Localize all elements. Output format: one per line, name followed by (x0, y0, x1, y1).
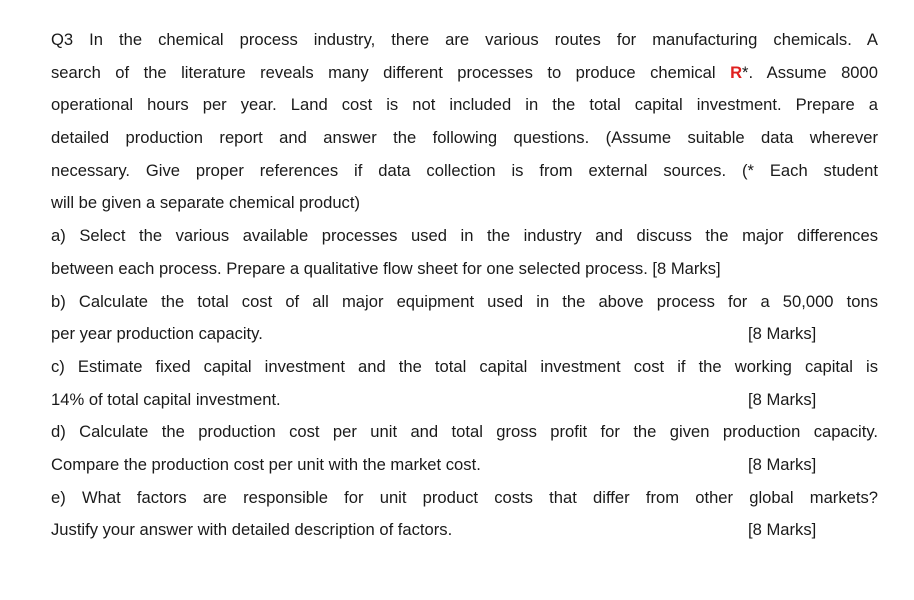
part-d (51, 416, 878, 481)
intro-line-5: necessary. Give proper references if data collection is from external sources. (* Each student (51, 160, 878, 180)
part-c-line-1: c) Estimate fixed capital investment and the total capital investment cost if the working capital is (51, 356, 878, 376)
part-e-line-2 (51, 514, 878, 547)
part-c (51, 351, 878, 416)
intro-line-2 (51, 57, 878, 90)
part-d-marks: [8 Marks] (748, 454, 817, 474)
part-b-line-2 (51, 318, 878, 351)
part-d-line-1: d) Calculate the production cost per unit and total gross profit for the given production capacity. (51, 422, 878, 442)
part-a (51, 220, 878, 285)
part-c-line-2-text: 14% of total capital investment. (51, 389, 281, 409)
intro-line-2-tail: *. Assume 8000 (742, 62, 878, 82)
intro-line-3: operational hours per year. Land cost is not included in the total capital investment. Prepare a (51, 95, 878, 115)
part-e-line-1: e) What factors are responsible for unit product costs that differ from other global markets? (51, 487, 878, 507)
part-a-line-2: between each process. Prepare a qualitative flow sheet for one selected process. [8 Marks] (51, 258, 721, 278)
part-d-line-2 (51, 449, 878, 482)
question-intro (51, 24, 878, 220)
part-e-line-2-text: Justify your answer with detailed description of factors. (51, 520, 453, 540)
part-d-line-2-text: Compare the production cost per unit with the market cost. (51, 454, 481, 474)
part-b (51, 286, 878, 351)
part-e (51, 482, 878, 547)
part-b-line-1: b) Calculate the total cost of all major equipment used in the above process for a 50,000 tons (51, 291, 878, 311)
intro-line-4: detailed production report and answer the following questions. (Assume suitable data wherever (51, 128, 878, 148)
part-b-line-2-text: per year production capacity. (51, 324, 263, 344)
part-c-line-2 (51, 384, 878, 417)
intro-line-6: will be given a separate chemical product) (51, 193, 360, 213)
intro-line-2-text: search of the literature reveals many different processes to produce chemical (51, 62, 731, 82)
part-a-line-1: a) Select the various available processes used in the industry and discuss the major differences (51, 226, 878, 246)
question-document (51, 24, 878, 547)
part-e-marks: [8 Marks] (748, 520, 817, 540)
intro-line-1: Q3 In the chemical process industry, there are various routes for manufacturing chemicals. A (51, 30, 878, 49)
chemical-symbol: R (730, 62, 743, 82)
part-c-marks: [8 Marks] (748, 389, 817, 409)
part-b-marks: [8 Marks] (748, 324, 817, 344)
